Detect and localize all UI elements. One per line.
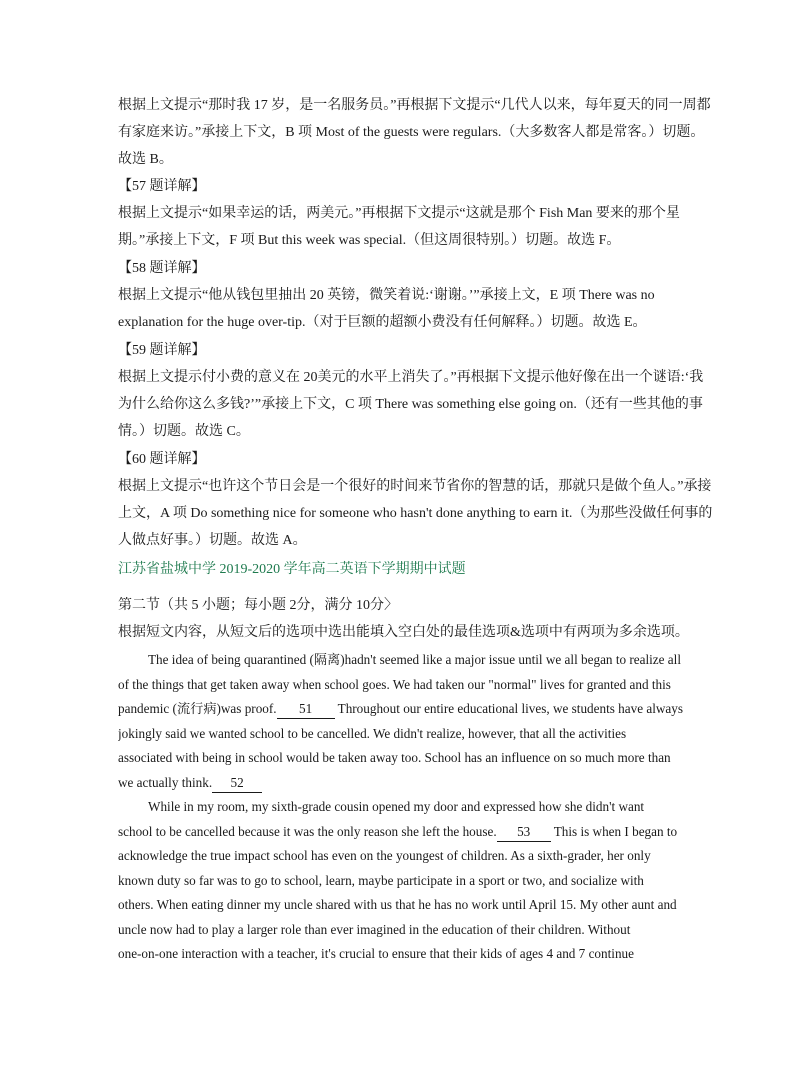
question-header: 【57 题详解】 [118, 179, 206, 194]
passage-line [118, 697, 718, 722]
question-header: 【60 题详解】 [118, 452, 206, 467]
passage-line: uncle now had to play a larger role than ever imagined in the education of their children. Without [118, 921, 631, 937]
text-line: explanation for the huge over-tip.（对于巨额的超额小费没有任何解释。）切题。故选 E。 [118, 315, 647, 330]
passage-paragraph-1 [118, 648, 718, 795]
question-header: 【59 题详解】 [118, 343, 206, 358]
passage-line [118, 771, 718, 796]
passage-line: The idea of being quarantined (隔离)hadn't seemed like a major issue until we all began to realize all [148, 652, 681, 667]
text-line: 为什么给你这么多钱?’”承接上下文，C 项 There was something else going on.（还有一些其他的事 [118, 397, 703, 412]
passage-text: we actually think. [118, 774, 213, 790]
passage-line: acknowledge the true impact school has even on the youngest of children. As a sixth-grader, her only [118, 848, 651, 863]
passage-text: Throughout our entire educational lives, we students have always [334, 701, 683, 716]
q59-explanation [118, 337, 718, 445]
answer-blank-51: 51 [277, 700, 335, 719]
q56-explanation [118, 92, 718, 173]
q57-explanation [118, 173, 718, 254]
source-title: 江苏省盐城中学 2019-2020 学年高二英语下学期期中试题 [118, 562, 466, 577]
reading-passage [118, 648, 718, 967]
section-instruction: 根据短文内容，从短文后的选项中选出能填入空白处的最佳选项&选项中有两项为多余选项。 [118, 625, 689, 640]
text-line: 根据上文提示“也许这个节日会是一个很好的时间来节省你的智慧的话，那就只是做个鱼人。”承接 [118, 479, 712, 494]
text-line: 情。）切题。故选 C。 [118, 424, 250, 439]
passage-line: While in my room, my sixth-grade cousin opened my door and expressed how she didn't want [148, 799, 645, 814]
passage-line: of the things that get taken away when school goes. We had taken our "normal" lives for granted and this [118, 676, 671, 692]
answer-blank-52: 52 [212, 774, 262, 793]
passage-line: known duty so far was to go to school, learn, maybe participate in a sport or two, and socialize with [118, 872, 644, 888]
text-line: 人做点好事。）切题。故选 A。 [118, 533, 307, 548]
passage-text: This is when I began to [550, 823, 678, 839]
text-line: 根据上文提示“如果幸运的话，两美元。”再根据下文提示“这就是那个 Fish Man 要来的那个星 [118, 206, 680, 221]
question-header: 【58 题详解】 [118, 261, 206, 276]
passage-text: pandemic (流行病)was proof. [118, 701, 277, 716]
text-line: 根据上文提示付小费的意义在 20美元的水平上消失了。”再根据下文提示他好像在出一个谜语:‘我 [118, 370, 704, 385]
text-line: 根据上文提示“他从钱包里抽出 20 英镑，微笑着说:‘谢谢。’”承接上文，E 项 There was no [118, 288, 655, 303]
passage-line: one-on-one interaction with a teacher, it's crucial to ensure that their kids of ages 4 and 7 continue [118, 946, 634, 961]
text-line: 上文，A 项 Do something nice for someone who hasn't done anything to earn it.（为那些没做任何事的 [118, 506, 713, 521]
section-title: 第二节（共 5 小题；每小题 2分，满分 10分〉 [118, 598, 398, 613]
text-line: 故选 B。 [118, 152, 173, 167]
text-line: 期。”承接上下文，F 项 But this week was special.（但这周很特别。）切题。故选 F。 [118, 233, 621, 248]
text-line: 有家庭来访。”承接上下文，B 项 Most of the guests were regulars.（大多数客人都是常客。）切题。 [118, 125, 705, 140]
answer-blank-53: 53 [497, 823, 551, 842]
passage-line [118, 820, 718, 845]
section-heading [118, 592, 718, 646]
q58-explanation [118, 255, 718, 336]
passage-line: jokingly said we wanted school to be cancelled. We didn't realize, however, that all the activities [118, 725, 627, 741]
passage-line: associated with being in school would be taken away too. School has an influence on so much more than [118, 750, 671, 765]
passage-line: others. When eating dinner my uncle shared with us that he has no work until April 15. My other aunt and [118, 897, 677, 912]
text-line: 根据上文提示“那时我 17 岁，是一名服务员。”再根据下文提示“几代人以来，每年夏天的同一周都 [118, 98, 711, 113]
q60-explanation [118, 446, 718, 554]
passage-text: school to be cancelled because it was the only reason she left the house. [118, 823, 497, 839]
passage-paragraph-2 [118, 795, 718, 967]
